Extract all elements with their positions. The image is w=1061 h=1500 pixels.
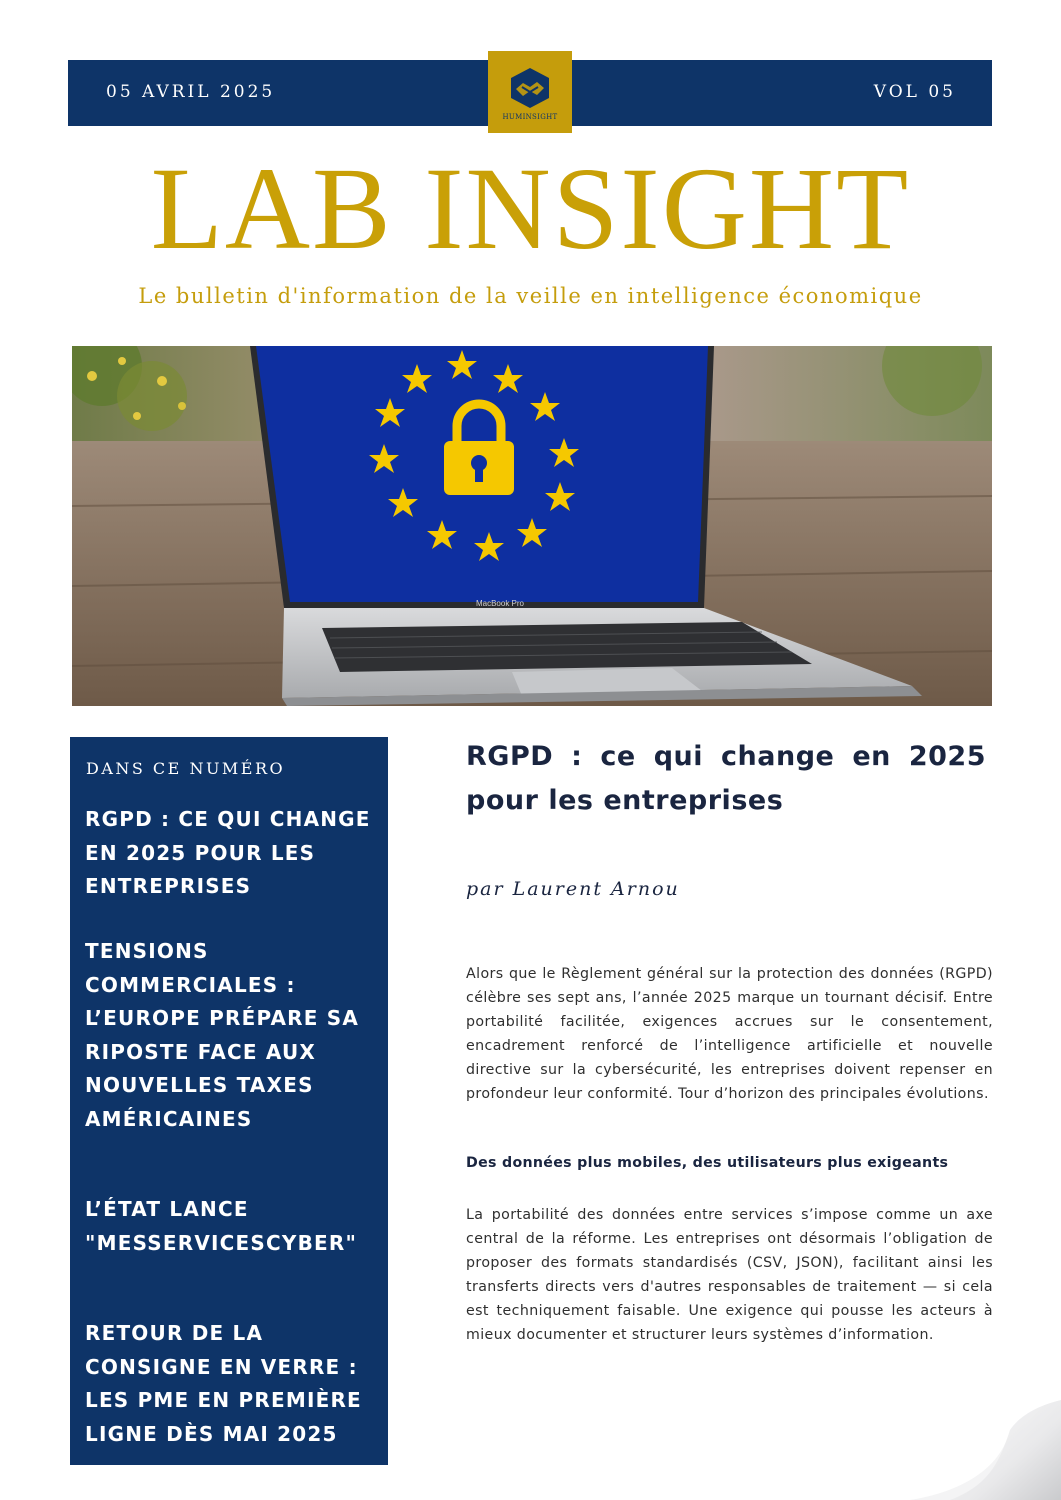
article-paragraph-intro: Alors que le Règlement général sur la protection des données (RGPD) célèbre ses sept ans, l’année 2025 marque un tournant décisif. Entre portabilité facilitée, exigences accrues sur le consentement, encadrement renforcé de l’intelligence artificielle et nouvelle directive sur la cybersécurité, les entreprises doivent repenser en profondeur leur conformité. Tour d’horizon des principales évolutions. xyxy=(466,966,993,1102)
newsletter-tagline: Le bulletin d'information de la veille en intelligence économique xyxy=(138,284,923,308)
issue-item-messervicescyber[interactable]: L’ÉTAT LANCE "MESSERVICESCYBER" xyxy=(85,1197,358,1255)
page-curl-decoration xyxy=(890,1400,1061,1500)
in-this-issue-heading: DANS CE NUMÉRO xyxy=(86,759,286,778)
issue-item-trade-tensions[interactable]: TENSIONS COMMERCIALES : L’EUROPE PRÉPARE SA RIPOSTE FACE AUX NOUVELLES TAXES AMÉRICAINES xyxy=(85,939,360,1131)
hero-image xyxy=(72,346,992,706)
macbook-brand-label: MacBook Pro xyxy=(475,599,525,608)
logo-wordmark: HUMINSIGHT xyxy=(502,113,558,121)
in-this-issue-panel xyxy=(70,737,388,1465)
issue-date: 05 AVRIL 2025 xyxy=(106,82,276,102)
issue-volume: VOL 05 xyxy=(873,82,956,102)
newsletter-title: LAB INSIGHT xyxy=(150,143,911,274)
handshake-hexagon-icon xyxy=(508,67,552,109)
article-subheading: Des données plus mobiles, des utilisateurs plus exigeants xyxy=(466,1155,949,1171)
eu-lock-laptop-photo xyxy=(72,346,992,706)
article-byline: par Laurent Arnou xyxy=(466,878,680,900)
issue-item-rgpd[interactable]: RGPD : CE QUI CHANGE EN 2025 POUR LES ENTREPRISES xyxy=(85,807,371,898)
article-paragraph-portability: La portabilité des données entre services s’impose comme un axe central de la réforme. Les entreprises ont désormais l’obligation de proposer des formats standardisés (CSV, JSON), facilitant ainsi les transferts directs vers d'autres responsables de traitement — si cela est techniquement faisable. Une exigence qui pousse les acteurs à mieux documenter et structurer leurs systèmes d’information. xyxy=(466,1207,993,1343)
huminsight-logo xyxy=(488,51,572,133)
article-title: RGPD : ce qui change en 2025 pour les entreprises xyxy=(466,741,986,816)
issue-item-glass-deposit[interactable]: RETOUR DE LA CONSIGNE EN VERRE : LES PME EN PREMIÈRE LIGNE DÈS MAI 2025 xyxy=(85,1321,362,1446)
